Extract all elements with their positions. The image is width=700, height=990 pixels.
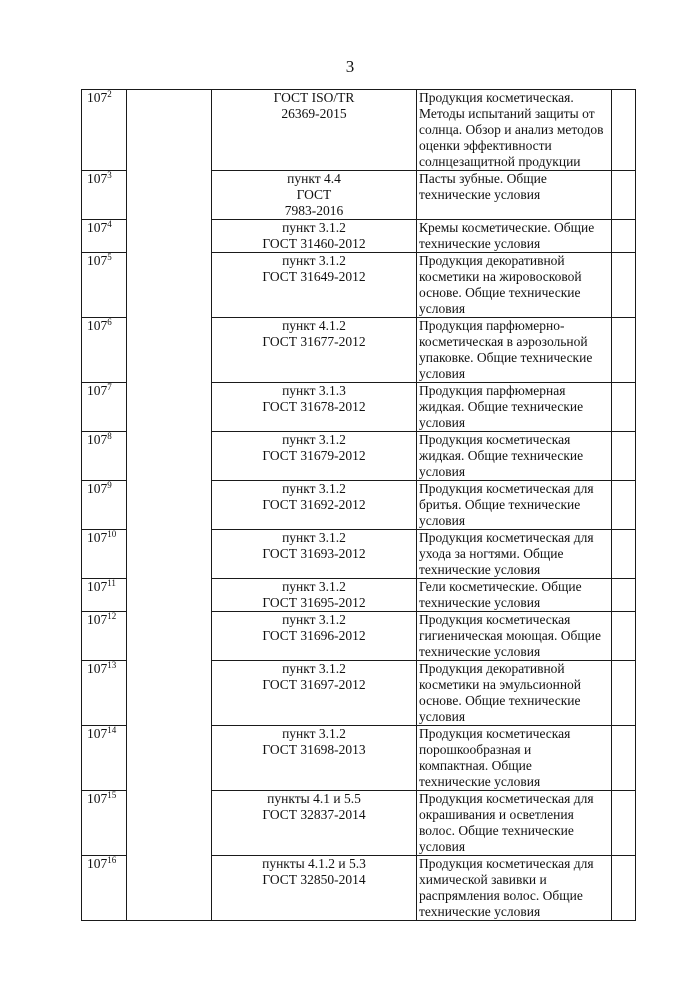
standard-line: пункт 4.1.2 [282,318,346,333]
row-number-superscript: 8 [107,431,112,441]
row-number: 107 [87,612,108,627]
description-line: солнцезащитной продукции [419,154,581,169]
standard-line: ГОСТ 31678-2012 [262,399,366,414]
description-line: ухода за ногтями. Общие [419,546,564,561]
description-line: косметики на жировосковой [419,269,582,284]
empty-cell [127,791,212,856]
row-number-superscript: 12 [107,611,117,621]
row-number-superscript: 4 [107,219,112,229]
standard-cell [212,726,417,791]
table-row [82,383,636,432]
table-row [82,432,636,481]
standard-cell [212,432,417,481]
description-line: Продукция декоративной [419,661,565,676]
standard-line: ГОСТ ISO/TR [273,90,355,105]
description-line: технические условия [419,562,541,577]
description-line: Кремы косметические. Общие [419,220,595,235]
row-number: 107 [87,253,108,268]
row-number: 107 [87,432,108,447]
description-line: Продукция косметическая для [419,530,594,545]
row-number-cell [82,726,127,791]
description-line: технические условия [419,236,541,251]
standard-line: пункт 3.1.2 [282,220,346,235]
row-number: 107 [87,791,108,806]
description-cell [417,220,612,253]
row-number-superscript: 16 [107,855,117,865]
description-line: Продукция косметическая [419,612,571,627]
standard-line: пункт 4.4 [287,171,341,186]
description-line: основе. Общие технические [419,285,581,300]
row-number: 107 [87,90,108,105]
description-cell [417,856,612,921]
description-cell [417,318,612,383]
row-number: 107 [87,318,108,333]
standard-line: ГОСТ 31695-2012 [262,595,366,610]
description-line: упаковке. Общие технические [419,350,593,365]
empty-cell [127,856,212,921]
description-line: Продукция косметическая. [419,90,574,105]
description-line: Методы испытаний защиты от [419,106,595,121]
empty-cell [127,90,212,171]
standard-line: 26369-2015 [281,106,347,121]
standard-cell [212,383,417,432]
description-line: жидкая. Общие технические [419,399,584,414]
description-cell [417,612,612,661]
description-cell [417,171,612,220]
row-number: 107 [87,383,108,398]
standard-line: ГОСТ 31679-2012 [262,448,366,463]
description-cell [417,481,612,530]
row-number-cell [82,171,127,220]
row-number-cell [82,579,127,612]
description-line: Гели косметические. Общие [419,579,582,594]
description-cell [417,579,612,612]
description-line: условия [419,709,466,724]
empty-cell [612,90,636,171]
empty-cell [612,383,636,432]
row-number-superscript: 13 [107,660,117,670]
standard-line: ГОСТ 31697-2012 [262,677,366,692]
standard-line: ГОСТ 31696-2012 [262,628,366,643]
row-number-superscript: 5 [107,252,112,262]
row-number-superscript: 15 [107,790,117,800]
description-line: условия [419,513,466,528]
standard-line: пункт 3.1.2 [282,579,346,594]
row-number-superscript: 9 [107,480,112,490]
table-row [82,856,636,921]
empty-cell [612,481,636,530]
description-line: технические условия [419,774,541,789]
empty-cell [127,530,212,579]
row-number-cell [82,383,127,432]
standard-line: ГОСТ 32837-2014 [262,807,366,822]
table-row [82,579,636,612]
table-row [82,612,636,661]
row-number-cell [82,661,127,726]
standard-cell [212,90,417,171]
description-line: химической завивки и [419,872,547,887]
standard-line: пункты 4.1 и 5.5 [267,791,361,806]
page-number: 3 [345,57,355,76]
empty-cell [127,383,212,432]
standard-line: ГОСТ [296,187,332,202]
standard-cell [212,612,417,661]
row-number-cell [82,530,127,579]
row-number-cell [82,220,127,253]
standard-cell [212,856,417,921]
standard-line: пункт 3.1.2 [282,726,346,741]
standard-line: пункт 3.1.3 [282,383,346,398]
standard-cell [212,791,417,856]
row-number-superscript: 7 [107,382,112,392]
description-line: Продукция косметическая для [419,481,594,496]
description-line: условия [419,839,466,854]
empty-cell [612,726,636,791]
standard-line: ГОСТ 31649-2012 [262,269,366,284]
empty-cell [612,791,636,856]
table-row [82,791,636,856]
description-cell [417,726,612,791]
empty-cell [127,661,212,726]
description-line: жидкая. Общие технические [419,448,584,463]
description-line: Продукция косметическая для [419,791,594,806]
empty-cell [612,432,636,481]
row-number-cell [82,90,127,171]
table-row [82,530,636,579]
row-number-superscript: 6 [107,317,112,327]
empty-cell [127,432,212,481]
empty-cell [127,318,212,383]
row-number: 107 [87,579,108,594]
standard-line: ГОСТ 31698-2013 [262,742,366,757]
standard-cell [212,253,417,318]
row-number: 107 [87,661,108,676]
row-number-cell [82,481,127,530]
description-line: Продукция парфюмерно- [419,318,565,333]
table-row [82,253,636,318]
standard-line: ГОСТ 31677-2012 [262,334,366,349]
standard-cell [212,661,417,726]
empty-cell [127,579,212,612]
table-row [82,90,636,171]
standards-table [81,89,636,921]
row-number: 107 [87,220,108,235]
empty-cell [612,253,636,318]
row-number-superscript: 2 [107,89,112,99]
empty-cell [127,253,212,318]
standard-line: пункт 3.1.2 [282,432,346,447]
table-body [82,90,636,921]
row-number: 107 [87,856,108,871]
description-line: условия [419,366,466,381]
description-line: технические условия [419,904,541,919]
table-row [82,661,636,726]
standard-cell [212,579,417,612]
row-number: 107 [87,481,108,496]
empty-cell [127,220,212,253]
description-line: косметическая в аэрозольной [419,334,588,349]
description-cell [417,530,612,579]
standard-line: пункт 3.1.2 [282,530,346,545]
table-row [82,481,636,530]
description-line: бритья. Общие технические [419,497,581,512]
description-line: условия [419,301,466,316]
empty-cell [127,726,212,791]
row-number-cell [82,791,127,856]
standard-cell [212,481,417,530]
row-number-superscript: 11 [107,578,116,588]
description-line: технические условия [419,644,541,659]
description-cell [417,383,612,432]
empty-cell [127,481,212,530]
standard-line: пункт 3.1.2 [282,253,346,268]
description-line: Продукция косметическая для [419,856,594,871]
standard-line: ГОСТ 32850-2014 [262,872,366,887]
empty-cell [612,171,636,220]
row-number-cell [82,253,127,318]
description-line: условия [419,464,466,479]
description-line: Продукция косметическая [419,726,571,741]
table-row [82,171,636,220]
description-line: Продукция декоративной [419,253,565,268]
description-line: технические условия [419,595,541,610]
standard-line: ГОСТ 31693-2012 [262,546,366,561]
description-line: основе. Общие технические [419,693,581,708]
row-number-cell [82,432,127,481]
description-line: Продукция косметическая [419,432,571,447]
description-line: компактная. Общие [419,758,532,773]
description-line: технические условия [419,187,541,202]
row-number: 107 [87,530,108,545]
description-cell [417,90,612,171]
description-cell [417,661,612,726]
description-line: окрашивания и осветления [419,807,574,822]
standard-cell [212,220,417,253]
description-line: порошкообразная и [419,742,532,757]
standard-line: ГОСТ 31460-2012 [262,236,366,251]
description-line: косметики на эмульсионной [419,677,582,692]
table-row [82,220,636,253]
description-line: волос. Общие технические [419,823,574,838]
row-number-cell [82,318,127,383]
row-number-superscript: 14 [107,725,117,735]
description-line: солнца. Обзор и анализ методов [419,122,604,137]
description-line: распрямления волос. Общие [419,888,583,903]
row-number-cell [82,612,127,661]
row-number-superscript: 3 [107,170,112,180]
row-number-cell [82,856,127,921]
standard-line: пункт 3.1.2 [282,481,346,496]
row-number: 107 [87,171,108,186]
empty-cell [612,856,636,921]
standard-line: пункты 4.1.2 и 5.3 [262,856,366,871]
empty-cell [127,612,212,661]
empty-cell [127,171,212,220]
empty-cell [612,579,636,612]
description-cell [417,253,612,318]
description-line: Продукция парфюмерная [419,383,566,398]
standard-cell [212,171,417,220]
description-cell [417,791,612,856]
empty-cell [612,220,636,253]
standard-line: 7983-2016 [284,203,344,218]
description-line: условия [419,415,466,430]
description-line: оценки эффективности [419,138,552,153]
empty-cell [612,530,636,579]
empty-cell [612,318,636,383]
description-cell [417,432,612,481]
empty-cell [612,612,636,661]
standard-cell [212,318,417,383]
table-row [82,318,636,383]
standard-line: пункт 3.1.2 [282,661,346,676]
table-row [82,726,636,791]
row-number-superscript: 10 [107,529,117,539]
empty-cell [612,661,636,726]
row-number: 107 [87,726,108,741]
description-line: гигиеническая моющая. Общие [419,628,601,643]
description-line: Пасты зубные. Общие [419,171,547,186]
standard-cell [212,530,417,579]
standard-line: ГОСТ 31692-2012 [262,497,366,512]
standard-line: пункт 3.1.2 [282,612,346,627]
